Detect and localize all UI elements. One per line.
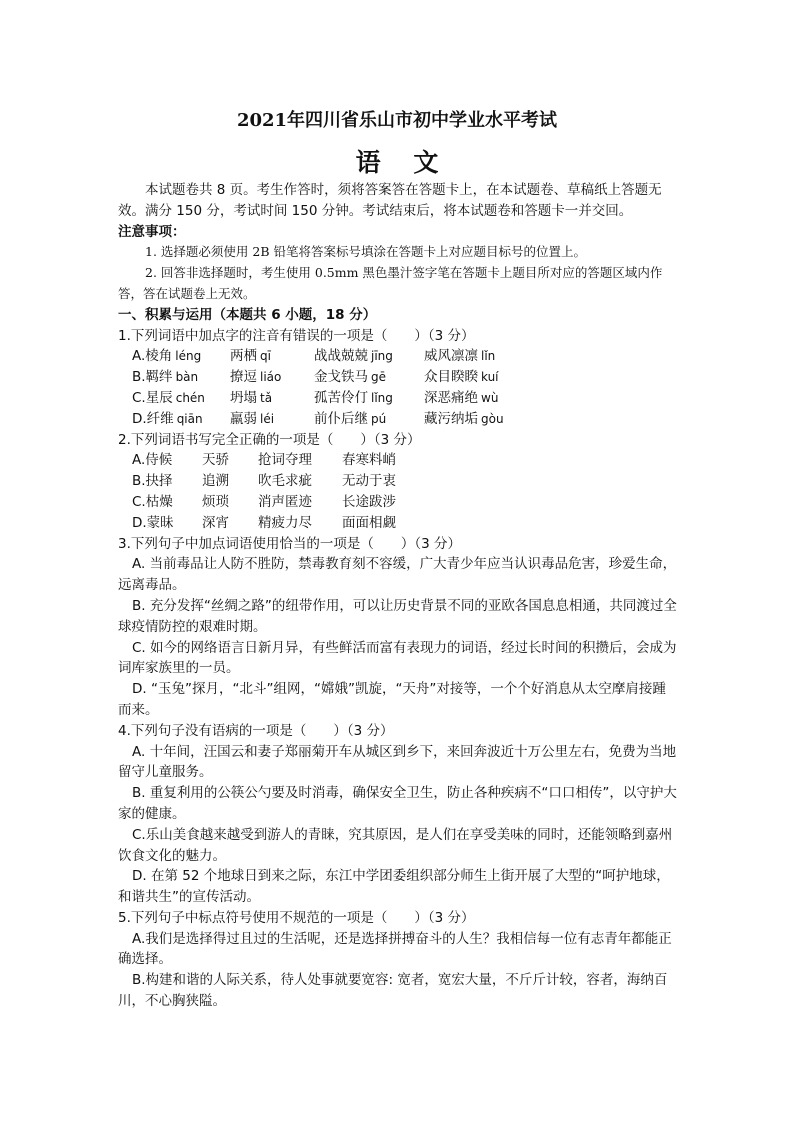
q2-word: D.蒙昧 [132,514,174,531]
q4-stem: 4.下列句子没有语病的一项是（ ）（3 分） [118,722,394,739]
q1-word: 羸弱 [230,410,257,427]
q1-word: 战战兢兢 [314,348,368,365]
q1-option-cell [230,388,314,409]
q2-word: 追溯 [202,473,229,490]
q1-pinyin: pú [371,411,387,426]
q1-word: C.星辰 [132,389,173,406]
q1-option-row [118,409,678,430]
q2-word: A.侍候 [132,452,173,469]
q2-options [118,450,678,533]
q1-word: 金戈铁马 [314,369,368,386]
q5-stem: 5.下列句子中标点符号使用不规范的一项是（ ）（3 分） [118,909,475,926]
exam-subject: 语 文 [355,148,451,177]
q1-option-row [118,367,678,388]
q1-word: 藏污纳垢 [424,410,478,427]
q3-option-c: C. 如今的网络语言日新月异，有些鲜活而富有表现力的词语，经过长时间的积攒后，会成为词库家族里的一员。 [118,639,677,677]
q1-option-cell [132,409,230,430]
q1-pinyin: kuí [481,370,499,385]
q3-stem: 3.下列句子中加点词语使用恰当的一项是（ ）（3 分） [118,535,462,552]
q1-option-cell [424,388,498,409]
q1-pinyin: gòu [481,411,504,426]
q4-option-c: C.乐山美食越来越受到游人的青睐，究其原因，是人们在享受美味的同时，还能领略到嘉州饮食文化的魅力。 [118,826,673,864]
q2-word: 吹毛求疵 [258,473,312,490]
q1-pinyin: qiān [176,411,203,426]
q2-option-row [118,513,678,534]
q1-pinyin: léng [175,349,202,364]
q1-option-cell [230,409,314,430]
section-heading: 一、积累与运用（本题共 6 小题，18 分） [118,306,377,323]
q1-option-cell [132,388,230,409]
q2-stem: 2.下列词语书写完全正确的一项是（ ）（3 分） [118,431,421,448]
q1-word: 撩逗 [230,369,257,386]
q1-pinyin: liáo [260,370,282,385]
q5-option-a: A.我们是选择得过且过的生活呢，还是选择拼搏奋斗的人生？我相信每一位有志青年都能正确选择。 [118,930,672,968]
q2-option-row [118,450,678,471]
q1-option-cell [230,367,314,388]
intro-paragraph: 本试题卷共 8 页。考生作答时，须将答案答在答题卡上，在本试题卷、草稿纸上答题无效。满分 150 分，考试时间 150 分钟。考试结束后，将本试题卷和答题卡一并交回。 [118,182,662,219]
q3-option-a: A. 当前毒品让人防不胜防，禁毒教育刻不容缓，广大青少年应当认识毒品危害，珍爱生命，远离毒品。 [118,556,677,594]
q2-word: 天骄 [202,452,229,469]
q1-word: 孤苦伶仃 [314,389,368,406]
q4-option-a: A. 十年间，汪国云和妻子郑丽菊开车从城区到乡下，来回奔波近十万公里左右，免费为当地留守儿童服务。 [118,743,677,781]
q1-word: 深恶痛绝 [424,389,478,406]
q1-word: D.纤维 [132,410,174,427]
q2-word: 消声匿迹 [258,493,312,510]
q2-word: 深宵 [202,514,229,531]
q3-option-b: B. 充分发挥“丝绸之路”的纽带作用，可以让历史背景不同的亚欧各国息息相通，共同渡过全球疫情防控的艰难时期。 [118,597,677,635]
q1-option-cell [230,346,314,367]
exam-title: 2021年四川省乐山市初中学业水平考试 [236,110,558,131]
q1-options [118,346,678,429]
q1-option-row [118,388,678,409]
q2-word: B.抉择 [132,473,173,490]
notice-heading: 注意事项： [118,223,186,240]
q1-option-cell [314,388,424,409]
q1-pinyin: tǎ [260,390,273,405]
q2-option-row [118,471,678,492]
q1-pinyin: léi [260,411,275,426]
q2-word: 精疲力尽 [258,514,312,531]
q3-option-d: D. “玉兔”探月，“北斗”组网，“嫦娥”凯旋，“天舟”对接等，一个个好消息从太空摩肩接踵而来。 [118,681,666,718]
q4-option-b: B. 重复利用的公筷公勺要及时消毒，确保安全卫生，防止各种疾病不“口口相传”，以守护大家的健康。 [118,785,677,822]
q1-option-row [118,346,678,367]
q2-word: 面面相觑 [342,514,396,531]
q1-option-cell [314,367,424,388]
q1-pinyin: lǐng [371,390,393,405]
q1-word: B.羁绊 [132,369,173,386]
q1-word: A.棱角 [132,348,173,365]
q2-word: 抢词夺理 [258,452,312,469]
q2-word: 春寒料峭 [342,452,396,469]
q2-word: 无动于衷 [342,473,396,490]
q2-option-row [118,492,678,513]
q1-word: 威风凛凛 [424,348,478,365]
notice-item-2: 2. 回答非选择题时，考生使用 0.5mm 黑色墨汁签字笔在答题卡上题目所对应的答题区域内作答，答在试题卷上无效。 [118,265,663,301]
q2-word: C.枯燥 [132,493,173,510]
q1-pinyin: chén [175,390,205,405]
q1-pinyin: wù [481,390,499,405]
q1-option-cell [314,346,424,367]
q1-word: 两栖 [230,348,257,365]
q4-option-d: D. 在第 52 个地球日到来之际，东江中学团委组织部分师生上街开展了大型的“呵护地球，和谐共生”的宣传活动。 [118,868,670,906]
q1-stem: 1.下列词语中加点字的注音有错误的一项是（ ）（3 分） [118,327,475,344]
q1-option-cell [424,346,495,367]
q1-option-cell [424,409,504,430]
q1-pinyin: lǐn [481,349,496,364]
q2-word: 烦琐 [202,493,229,510]
q1-word: 众目睽睽 [424,369,478,386]
q1-option-cell [314,409,424,430]
notice-item-1: 1. 选择题必须使用 2B 铅笔将答案标号填涂在答题卡上对应题目标号的位置上。 [145,244,586,260]
q1-word: 坍塌 [230,389,257,406]
q5-option-b: B.构建和谐的人际关系，待人处事就要宽容: 宽者，宽宏大量，不斤斤计较，容者，海纳百川，不心胸狭隘。 [118,972,668,1010]
exam-body [118,180,678,1012]
q1-option-cell [424,367,499,388]
q1-pinyin: gē [371,370,386,385]
q2-word: 长途跋涉 [342,493,396,510]
q1-option-cell [132,367,230,388]
q1-option-cell [132,346,230,367]
q1-pinyin: jīng [371,349,393,364]
q1-word: 前仆后继 [314,410,368,427]
q1-pinyin: qī [260,349,271,364]
q1-pinyin: bàn [175,370,199,385]
